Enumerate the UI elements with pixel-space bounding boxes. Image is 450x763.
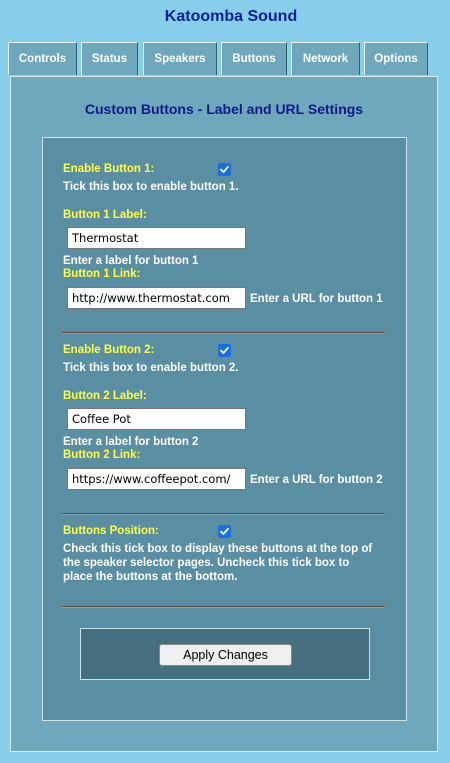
divider <box>62 513 385 515</box>
button-1-link-help: Enter a URL for button 1 <box>250 293 383 305</box>
button-2-label-heading: Button 2 Label: <box>63 390 147 402</box>
enable-button-1-checkbox[interactable] <box>218 163 231 176</box>
checkmark-icon <box>219 345 230 356</box>
button-1-link-input[interactable] <box>67 287 246 309</box>
tab-options[interactable]: Options <box>364 42 428 75</box>
buttons-position-label: Buttons Position: <box>63 525 159 537</box>
buttons-position-checkbox[interactable] <box>218 525 231 538</box>
divider <box>62 606 385 608</box>
button-1-label-help: Enter a label for button 1 <box>63 255 199 267</box>
app-title: Katoomba Sound <box>164 8 298 25</box>
buttons-position-help-3: place the buttons at the bottom. <box>63 571 238 583</box>
divider <box>62 332 385 334</box>
buttons-position-help-1: Check this tick box to display these buttons at the top of <box>63 543 373 555</box>
button-2-label-input[interactable] <box>67 408 246 430</box>
enable-button-2-label: Enable Button 2: <box>63 344 155 356</box>
button-settings-form <box>42 137 407 721</box>
tab-speakers[interactable]: Speakers <box>143 42 217 75</box>
button-2-link-help: Enter a URL for button 2 <box>250 474 383 486</box>
checkmark-icon <box>219 526 230 537</box>
buttons-position-help-2: the speaker selector pages. Uncheck this tick box to <box>63 557 350 569</box>
enable-button-1-label: Enable Button 1: <box>63 163 155 175</box>
button-1-label-input[interactable] <box>67 227 246 249</box>
button-2-link-heading: Button 2 Link: <box>63 449 141 461</box>
checkmark-icon <box>219 164 230 175</box>
button-2-link-input[interactable] <box>67 468 246 490</box>
enable-button-2-help: Tick this box to enable button 2. <box>63 362 239 374</box>
settings-panel <box>10 76 438 752</box>
tab-controls[interactable]: Controls <box>8 42 77 75</box>
enable-button-2-checkbox[interactable] <box>218 344 231 357</box>
button-1-link-heading: Button 1 Link: <box>63 268 141 280</box>
tab-buttons[interactable]: Buttons <box>221 42 287 75</box>
enable-button-1-help: Tick this box to enable button 1. <box>63 181 239 193</box>
apply-changes-button[interactable]: Apply Changes <box>159 644 292 666</box>
tab-network[interactable]: Network <box>291 42 360 75</box>
apply-area <box>80 628 370 680</box>
button-2-label-help: Enter a label for button 2 <box>63 436 199 448</box>
tab-status[interactable]: Status <box>81 42 138 75</box>
button-1-label-heading: Button 1 Label: <box>63 209 147 221</box>
panel-title: Custom Buttons - Label and URL Settings <box>84 101 364 117</box>
